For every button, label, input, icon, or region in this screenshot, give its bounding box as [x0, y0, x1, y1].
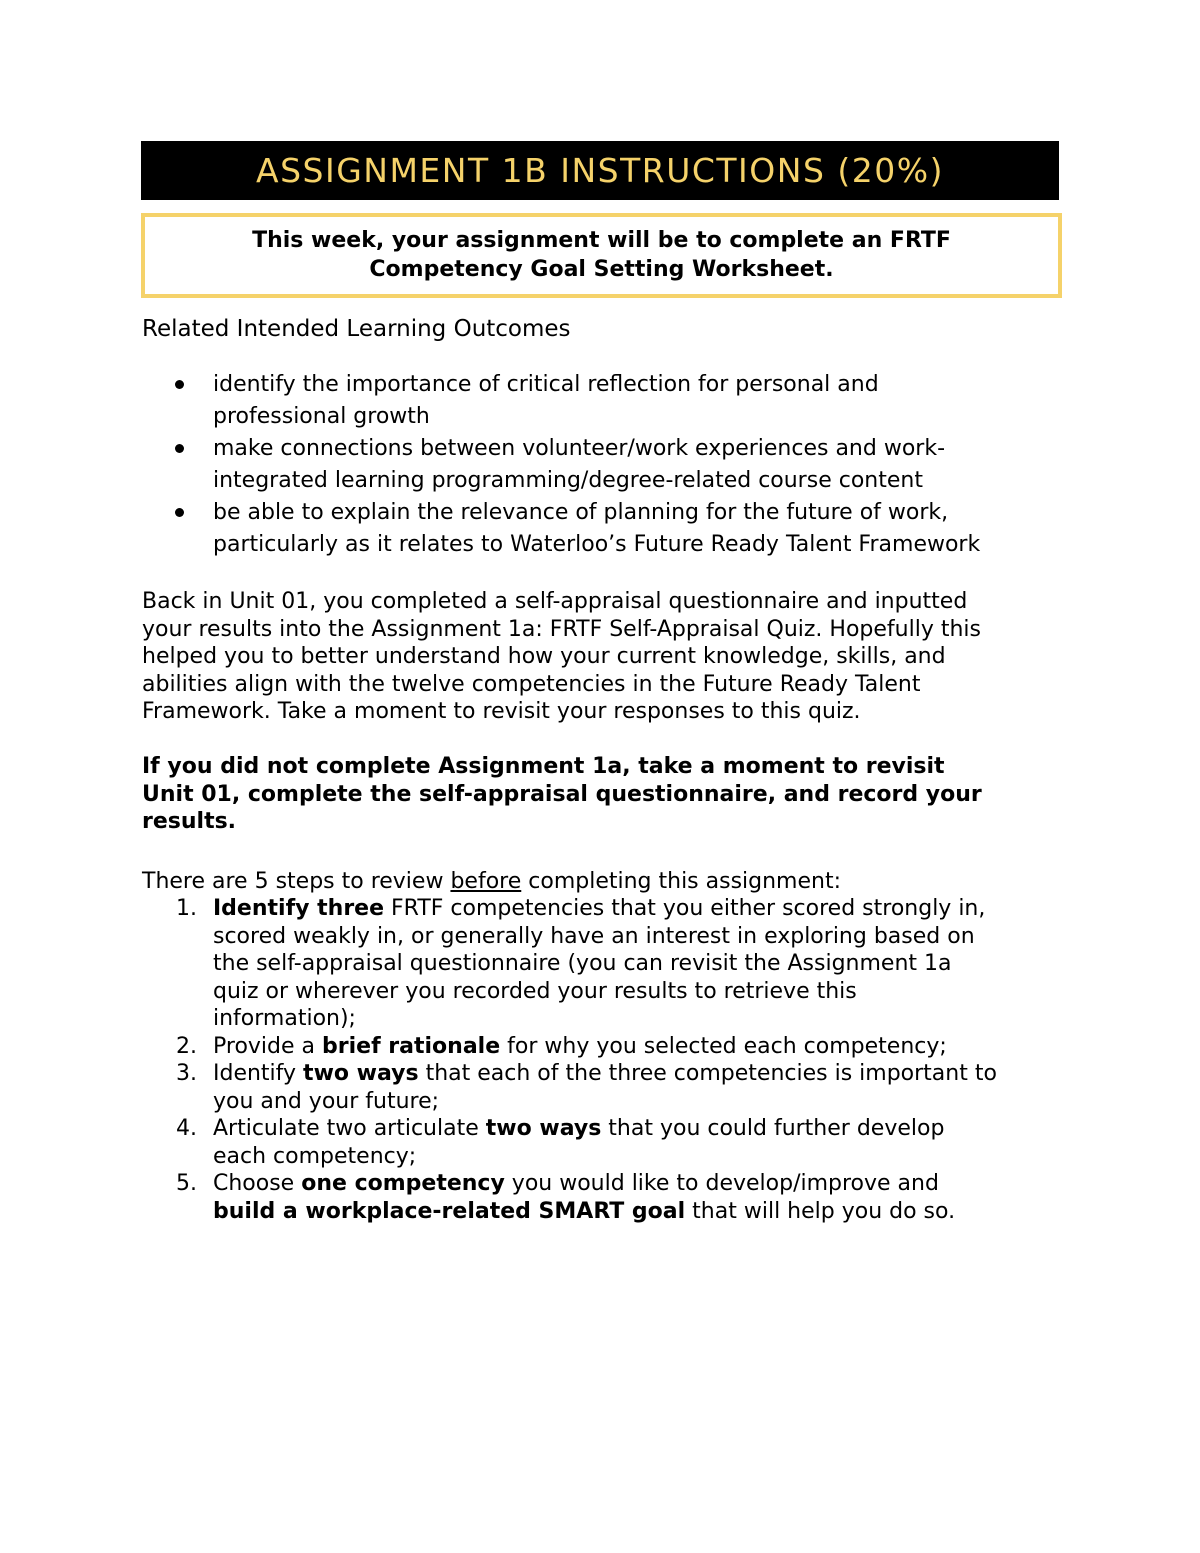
- step-text: that will help you do so.: [685, 1198, 956, 1224]
- steps-intro: [142, 868, 841, 896]
- outcome-text-line: integrated learning programming/degree-related course content: [213, 468, 923, 493]
- step-number: 1.: [176, 896, 197, 921]
- steps-list: [142, 895, 997, 1225]
- step-line: [213, 1198, 997, 1226]
- notice-line: Unit 01, complete the self-appraisal questionnaire, and record your: [142, 781, 982, 807]
- step-item: [142, 1115, 997, 1170]
- outcome-text-line: be able to explain the relevance of planning for the future of work,: [213, 500, 949, 525]
- bullet-icon: [175, 508, 184, 517]
- step-line: each competency;: [213, 1143, 417, 1169]
- assignment-callout-box: [141, 213, 1062, 298]
- step-item: [142, 1170, 997, 1225]
- step-line: you and your future;: [213, 1088, 440, 1114]
- intro-line: abilities align with the twelve competencies in the Future Ready Talent: [142, 671, 921, 697]
- intro-paragraph: [142, 588, 981, 726]
- step-bold: Identify three: [213, 896, 385, 921]
- bullet-icon: [175, 380, 184, 389]
- step-line: the self-appraisal questionnaire (you can revisit the Assignment 1a: [213, 951, 952, 976]
- step-text: that each of the three competencies is important to: [418, 1061, 997, 1086]
- intro-line: Framework. Take a moment to revisit your responses to this quiz.: [142, 699, 861, 724]
- intro-line: helped you to better understand how your current knowledge, skills, and: [142, 644, 946, 669]
- step-line: [213, 1170, 997, 1198]
- step-text: Provide a: [213, 1033, 323, 1059]
- step-number: 2.: [176, 1033, 197, 1059]
- outcome-text-line: identify the importance of critical reflection for personal and: [213, 372, 879, 397]
- step-item: [142, 1060, 997, 1115]
- step-line: [213, 895, 997, 923]
- step-bold: two ways: [485, 1116, 602, 1141]
- outcome-text-line: make connections between volunteer/work experiences and work-: [213, 436, 946, 461]
- learning-outcome-item: [142, 433, 1082, 497]
- notice-line: results.: [142, 809, 237, 834]
- steps-intro-underlined: before: [450, 869, 522, 894]
- step-line: [213, 1060, 997, 1088]
- step-number: 5.: [176, 1171, 197, 1196]
- step-text: Identify: [213, 1061, 304, 1086]
- step-text: that you could further develop: [601, 1116, 945, 1141]
- outcome-text-line: particularly as it relates to Waterloo’s Future Ready Talent Framework: [213, 532, 981, 557]
- bullet-icon: [175, 444, 184, 453]
- step-text: you would like to develop/improve and: [504, 1171, 939, 1196]
- callout-line-2: Competency Goal Setting Worksheet.: [369, 257, 834, 282]
- assignment-title: ASSIGNMENT 1B INSTRUCTIONS (20%): [256, 151, 944, 190]
- learning-outcome-item: [142, 369, 1082, 433]
- assignment-title-bar: [141, 141, 1059, 200]
- intro-line: Back in Unit 01, you completed a self-appraisal questionnaire and inputted: [142, 589, 968, 614]
- step-text: FRTF competencies that you either scored strongly in,: [384, 896, 986, 921]
- step-number: 3.: [176, 1061, 197, 1086]
- step-item: [142, 1033, 997, 1061]
- step-line: scored weakly in, or generally have an interest in exploring based on: [213, 923, 975, 949]
- step-text: Choose: [213, 1171, 302, 1196]
- step-line: [213, 1115, 997, 1143]
- outcome-text-line: professional growth: [213, 404, 430, 429]
- learning-outcome-item: [142, 497, 1082, 561]
- step-text: Articulate two articulate: [213, 1116, 486, 1141]
- step-bold: one competency: [301, 1171, 505, 1196]
- step-item: [142, 895, 997, 1033]
- step-bold: two ways: [303, 1061, 419, 1086]
- learning-outcomes-heading: Related Intended Learning Outcomes: [142, 316, 571, 342]
- step-line: information);: [213, 1006, 356, 1031]
- step-bold: build a workplace-related SMART goal: [213, 1198, 686, 1224]
- steps-intro-after: completing this assignment:: [521, 869, 842, 894]
- intro-line: your results into the Assignment 1a: FRTF Self-Appraisal Quiz. Hopefully this: [142, 616, 981, 642]
- step-line: quiz or wherever you recorded your results to retrieve this: [213, 978, 857, 1004]
- callout-line-1: This week, your assignment will be to complete an FRTF: [252, 228, 951, 253]
- step-number: 4.: [176, 1116, 197, 1141]
- steps-intro-before: There are 5 steps to review: [142, 869, 451, 894]
- notice-line: If you did not complete Assignment 1a, take a moment to revisit: [142, 754, 945, 779]
- step-bold: brief rationale: [322, 1033, 501, 1059]
- step-text: for why you selected each competency;: [500, 1033, 947, 1059]
- notice-paragraph: [142, 753, 982, 836]
- step-line: [213, 1033, 997, 1061]
- learning-outcomes-list: [142, 369, 1082, 561]
